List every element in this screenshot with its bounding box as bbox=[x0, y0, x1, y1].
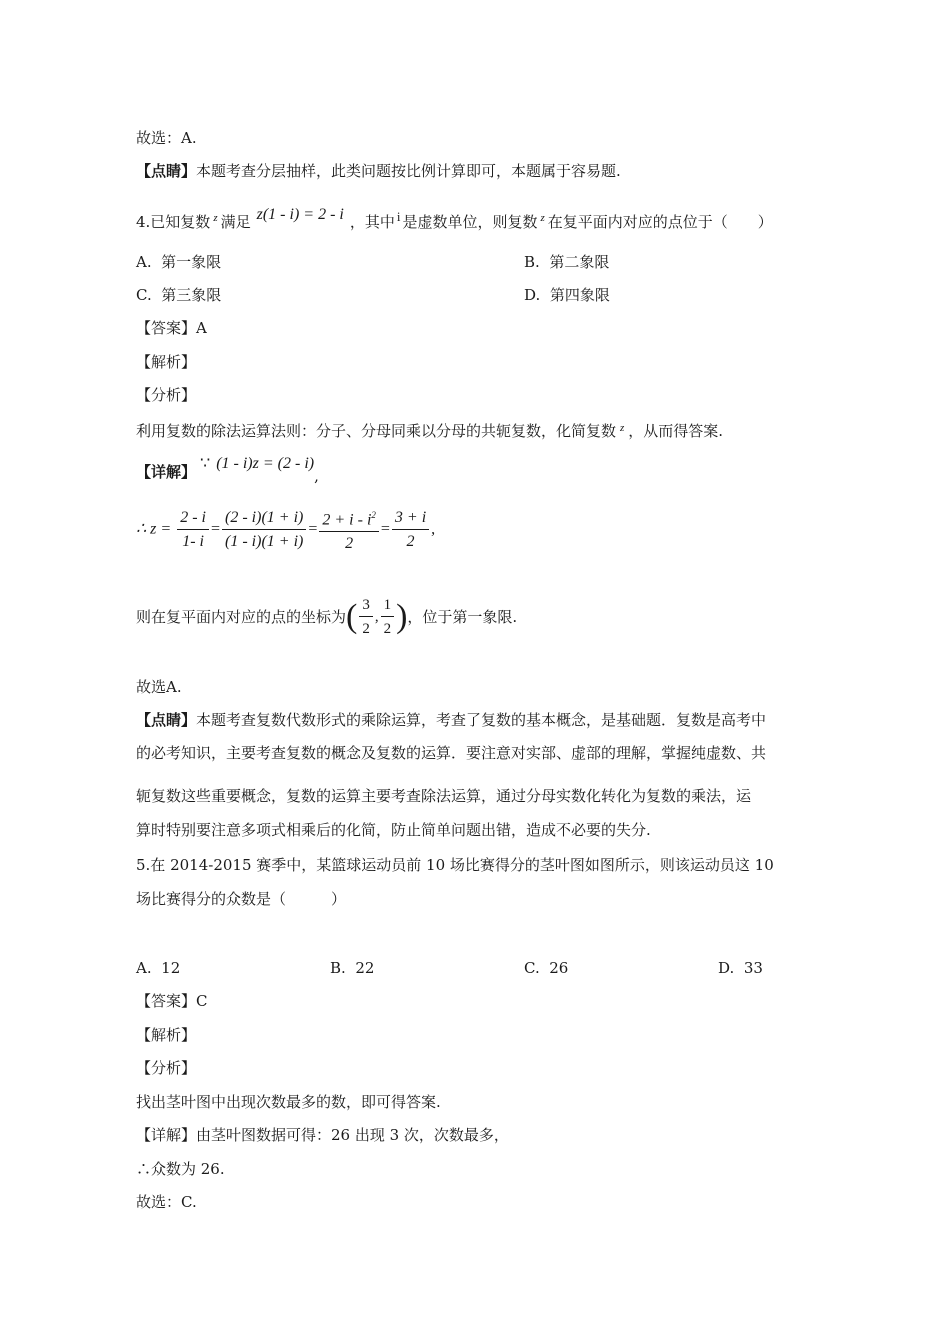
coordinate-line: 则在复平面内对应的点的坐标为( $\frac{3}{2}$ , $\frac{1}{2}$ )，位于第一象限. bbox=[136, 597, 518, 637]
choose-q5: 故选：C. bbox=[136, 1193, 197, 1211]
comment-line-4: 算时特别要注意多项式相乘后的化简，防止简单问题出错，造成不必要的失分. bbox=[136, 821, 651, 839]
detail-equation: (1 - i)z = (2 - i) bbox=[216, 455, 315, 472]
comment-tag-q4: 【点睛】 bbox=[136, 711, 197, 729]
analysis-header-q5: 【解析】 bbox=[136, 1026, 197, 1044]
coord-suffix: ，位于第一象限. bbox=[407, 608, 518, 626]
equation: z(1 - i) = 2 - i bbox=[256, 206, 344, 223]
option-text: 第二象限 bbox=[549, 253, 610, 271]
stem-mid2: ，其中 bbox=[349, 213, 395, 231]
analysis-text-q4 bbox=[136, 418, 723, 441]
because-symbol: ∵ bbox=[200, 453, 211, 472]
comment-line-1: 【点睛】本题考查复数代数形式的乘除运算，考查了复数的基本概念，是基础题．复数是高考中 bbox=[136, 711, 767, 729]
q5-option-b: B. 22 bbox=[330, 959, 375, 977]
stem-mid3: 是虚数单位，则复数 bbox=[402, 213, 538, 231]
choose-q4: 故选A. bbox=[136, 678, 182, 696]
fraction-4: $\frac{3 + i}{2}$ bbox=[392, 509, 429, 551]
answer-q4: 【答案】A bbox=[136, 319, 207, 337]
option-letter: C. bbox=[136, 286, 152, 304]
option-text: 第一象限 bbox=[161, 253, 222, 271]
stem-mid: 满足 bbox=[220, 213, 251, 231]
question-5-stem-2: 场比赛得分的众数是（ ） bbox=[136, 890, 347, 908]
comment-tag: 【点睛】 bbox=[136, 162, 197, 180]
detail-q5: 【详解】由茎叶图数据可得：26 出现 3 次，次数最多， bbox=[136, 1126, 509, 1144]
option-text: 第四象限 bbox=[549, 286, 610, 304]
answer-q5: 【答案】C bbox=[136, 992, 208, 1010]
option-text: 第三象限 bbox=[161, 286, 222, 304]
fraction-3: $\frac{2 + i - i^2}{2}$ bbox=[319, 506, 379, 553]
option-letter: B. bbox=[524, 253, 540, 271]
coord-y-fraction: $\frac{1}{2}$ bbox=[381, 596, 395, 638]
analysis-sub-q4: 【分析】 bbox=[136, 386, 197, 404]
left-paren: ( bbox=[346, 598, 358, 635]
var-z: z bbox=[213, 212, 218, 224]
option-d bbox=[524, 285, 610, 305]
comment-q3 bbox=[136, 161, 621, 181]
right-paren: ) bbox=[396, 598, 408, 635]
coord-x-fraction: $\frac{3}{2}$ bbox=[359, 596, 373, 638]
option-b bbox=[524, 252, 609, 272]
analysis-text-b: ，从而得答案. bbox=[628, 422, 724, 440]
equation-chain: ∴ z = $\frac{2 - i}{1- i}$ = $\frac{(2 - i)(1 + i)}{(1 - i)(1 + i)}$ = $\frac{2 + i - i^2}{2}$ = $\frac{3 + i}{2}$ , bbox=[136, 506, 435, 553]
analysis-text-q5: 找出茎叶图中出现次数最多的数，即可得答案. bbox=[136, 1093, 441, 1111]
analysis-sub-q5: 【分析】 bbox=[136, 1059, 197, 1077]
option-a bbox=[136, 252, 221, 272]
answer-choice-q3: 故选：A. bbox=[136, 129, 197, 147]
therefore-z: ∴ z = bbox=[136, 520, 172, 538]
q5-option-c: C. 26 bbox=[524, 959, 569, 977]
option-letter: D. bbox=[524, 286, 541, 304]
conclusion-q5: ∴众数为 26. bbox=[136, 1160, 225, 1178]
stem-prefix: 4.已知复数 bbox=[136, 213, 211, 231]
option-letter: A. bbox=[136, 253, 152, 271]
comment-line-3: 轭复数这些重要概念，复数的运算主要考查除法运算，通过分母实数化转化为复数的乘法，运 bbox=[136, 787, 752, 805]
stem-suffix: 在复平面内对应的点位于（ ） bbox=[547, 213, 773, 231]
comment-text: 本题考查分层抽样，此类问题按比例计算即可，本题属于容易题. bbox=[196, 162, 621, 180]
fraction-2: $\frac{(2 - i)(1 + i)}{(1 - i)(1 + i)}$ bbox=[222, 509, 306, 551]
question-4-stem bbox=[136, 205, 773, 232]
var-z-3: z bbox=[620, 422, 625, 434]
analysis-header-q4: 【解析】 bbox=[136, 353, 197, 371]
q5-option-a: A. 12 bbox=[136, 959, 181, 977]
q5-option-d: D. 33 bbox=[718, 959, 763, 977]
detail-q4: 【详解】 ∵ (1 - i)z = (2 - i), bbox=[136, 453, 319, 485]
var-z-2: z bbox=[540, 212, 545, 224]
question-5-stem-1: 5.在 2014-2015 赛季中，某篮球运动员前 10 场比赛得分的茎叶图如图所示，则该运动员这 10 bbox=[136, 856, 774, 874]
detail-tag: 【详解】 bbox=[136, 463, 197, 481]
fraction-1: $\frac{2 - i}{1- i}$ bbox=[177, 509, 209, 551]
coord-prefix: 则在复平面内对应的点的坐标为 bbox=[136, 608, 347, 626]
option-c bbox=[136, 285, 221, 305]
analysis-text-a: 利用复数的除法运算法则：分子、分母同乘以分母的共轭复数，化简复数 bbox=[136, 422, 617, 440]
var-i: i bbox=[396, 209, 401, 224]
comment-line-2: 的必考知识，主要考查复数的概念及复数的运算．要注意对实部、虚部的理解，掌握纯虚数、共 bbox=[136, 744, 767, 762]
